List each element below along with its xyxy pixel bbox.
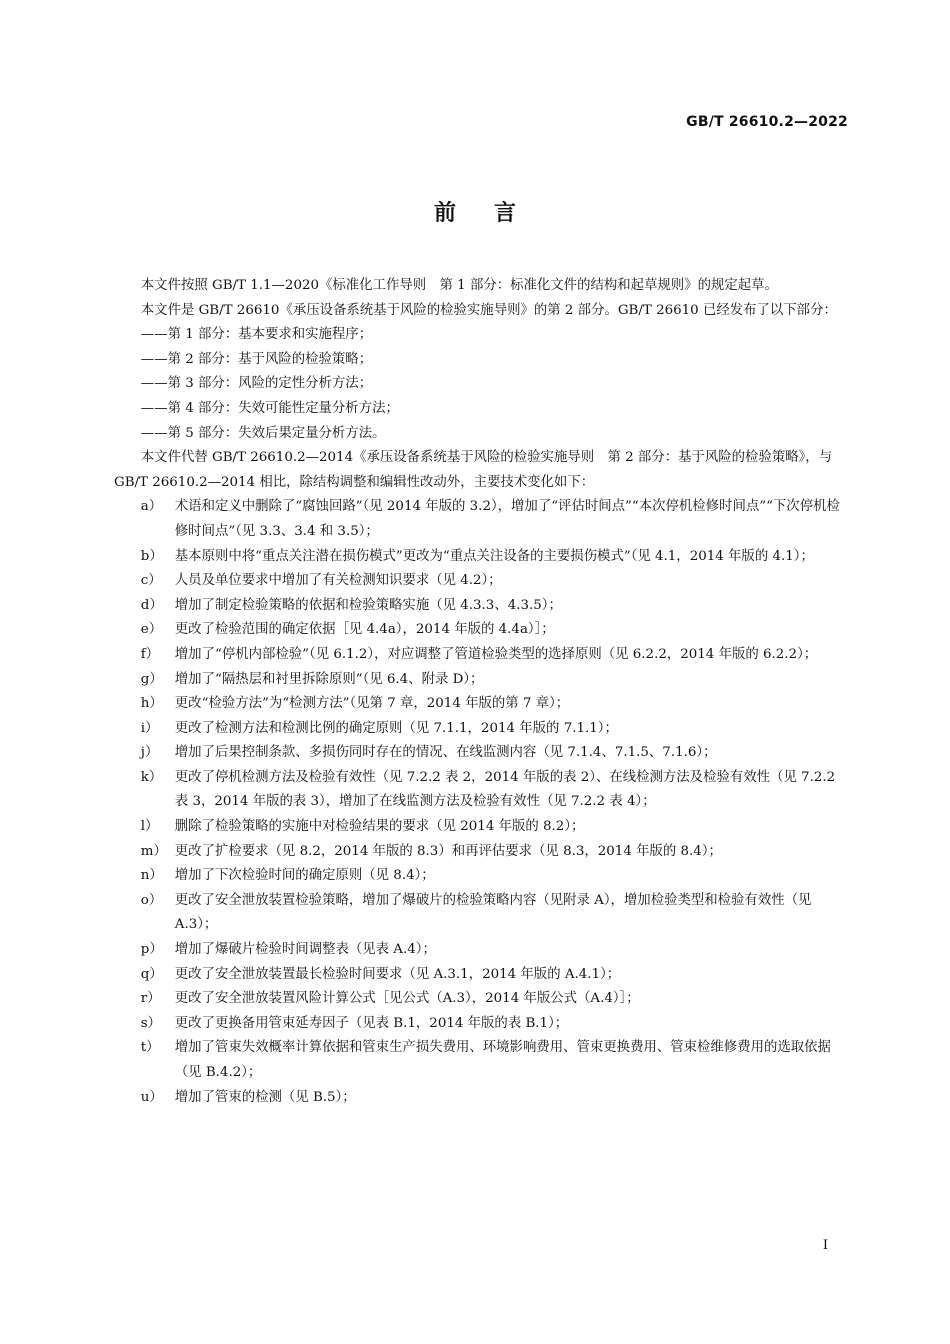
change-label: a） [140,499,163,515]
change-text: 增加了下次检验时间的确定原则（见 8.4）； [174,868,435,884]
part-list-item: ——第 3 部分：风险的定性分析方法； [140,376,373,392]
change-label: p） [140,942,163,958]
change-list-item [114,815,850,840]
change-label: r） [140,991,161,1007]
part-list-item: ——第 2 部分：基于风险的检验策略； [140,351,373,367]
change-list-item [114,889,850,938]
replacement-paragraph: 本文件代替 GB/T 26610.2—2014《承压设备系统基于风险的检验实施导则 第 2 部分：基于风险的检验策略》，与 GB/T 26610.2—2014 相比，除结构调整和编辑性改动外，主要技术变化如下： [114,450,833,490]
change-list-item [114,1036,850,1085]
change-label: k） [140,769,163,785]
change-list-item [114,963,850,988]
foreword-body [114,274,850,1110]
change-text: 增加了后果控制条款、多损伤同时存在的情况、在线监测内容（见 7.1.4、7.1.5、7.1.6）； [174,745,717,761]
change-label: o） [140,892,163,908]
part-list-item: ——第 1 部分：基本要求和实施程序； [140,327,373,343]
change-list-item [114,594,850,619]
change-list-item [114,938,850,963]
change-text: 增加了“停机内部检验”（见 6.1.2），对应调整了管道检验类型的选择原则（见 6.2.2，2014 年版的 6.2.2）； [174,646,818,662]
change-list-item [114,987,850,1012]
change-list-item [114,840,850,865]
change-label: q） [140,966,163,982]
change-list-item [114,569,850,594]
change-label: s） [140,1015,162,1031]
change-text: 更改了安全泄放装置最长检验时间要求（见 A.3.1，2014 年版的 A.4.1）； [174,966,621,982]
change-text: 更改了检测方法和检测比例的确定原则（见 7.1.1，2014 年版的 7.1.1）； [174,720,618,736]
change-text: 更改了安全泄放装置检验策略，增加了爆破片的检验策略内容（见附录 A），增加检验类型和检验有效性（见 A.3）； [174,892,812,933]
change-list-item [114,864,850,889]
change-text: 删除了检验策略的实施中对检验结果的要求（见 2014 年版的 8.2）； [174,819,585,835]
change-list-item [114,668,850,693]
change-label: h） [140,696,163,712]
change-label: c） [140,573,162,589]
change-list-item [114,643,850,668]
change-label: i） [140,720,159,736]
change-label: l） [140,819,159,835]
standard-number-header: GB/T 26610.2—2022 [686,114,848,130]
change-label: e） [140,622,163,638]
change-list-item [114,1012,850,1037]
change-text: 增加了管束失效概率计算依据和管束生产损失费用、环境影响费用、管束更换费用、管束检维修费用的选取依据（见 B.4.2）； [174,1040,831,1080]
change-label: d） [140,597,163,613]
change-label: n） [140,868,163,884]
change-label: g） [140,671,163,687]
change-text: 增加了爆破片检验时间调整表（见表 A.4）； [174,942,436,958]
change-text: 增加了制定检验策略的依据和检验策略实施（见 4.3.3、4.3.5）； [174,597,562,613]
change-list-item [114,717,850,742]
drafting-rule-paragraph: 本文件按照 GB/T 1.1—2020《标准化工作导则 第 1 部分：标准化文件的结构和起草规则》的规定起草。 [140,278,778,293]
change-text: 更改了更换备用管束延寿因子（见表 B.1，2014 年版的表 B.1）； [174,1015,569,1031]
change-text: 增加了管束的检测（见 B.5）； [174,1089,356,1105]
part-list-item: ——第 5 部分：失效后果定量分析方法。 [140,425,386,441]
change-text: 更改了停机检测方法及检验有效性（见 7.2.2 表 2，2014 年版的表 2）、在线检测方法及检验有效性（见 7.2.2 表 3，2014 年版的表 3），增加了在线监测方法及检验有效性（见 7.2.2 表 4）； [174,769,836,810]
change-list-item [114,766,850,815]
page-number: I [822,1238,828,1253]
change-label: m） [140,843,167,859]
change-list-item [114,618,850,643]
change-text: 增加了“隔热层和衬里拆除原则”（见 6.4、附录 D）； [174,671,484,687]
change-list-item [114,545,850,570]
change-label: t） [140,1040,160,1056]
page-title: 前言 [433,201,554,226]
change-text: 基本原则中将“重点关注潜在损伤模式”更改为“重点关注设备的主要损伤模式”（见 4.1，2014 年版的 4.1）； [174,548,814,564]
change-list-item [114,741,850,766]
change-label: j） [140,745,159,761]
change-label: u） [140,1089,163,1105]
change-text: 更改“检验方法”为“检测方法”（见第 7 章，2014 年版的第 7 章）； [174,696,570,712]
change-text: 更改了安全泄放装置风险计算公式［见公式（A.3），2014 年版公式（A.4）］； [174,991,640,1007]
change-text: 人员及单位要求中增加了有关检测知识要求（见 4.2）； [174,573,502,589]
part-list-item: ——第 4 部分：失效可能性定量分析方法； [140,400,399,416]
change-text: 术语和定义中删除了“腐蚀回路”（见 2014 年版的 3.2），增加了“评估时间点”“本次停机检修时间点”“下次停机检修时间点”（见 3.3、3.4 和 3.5）； [174,499,840,539]
change-text: 更改了扩检要求（见 8.2，2014 年版的 8.3）和再评估要求（见 8.3，2014 年版的 8.4）； [174,843,722,859]
change-label: f） [140,646,160,662]
change-label: b） [140,548,163,564]
change-list-item [114,692,850,717]
change-list-item [114,495,850,544]
change-list-item [114,1086,850,1111]
change-text: 更改了检验范围的确定依据［见 4.4a），2014 年版的 4.4a）］； [174,622,555,638]
series-intro-paragraph: 本文件是 GB/T 26610《承压设备系统基于风险的检验实施导则》的第 2 部分。GB/T 26610 已经发布了以下部分： [140,302,837,318]
